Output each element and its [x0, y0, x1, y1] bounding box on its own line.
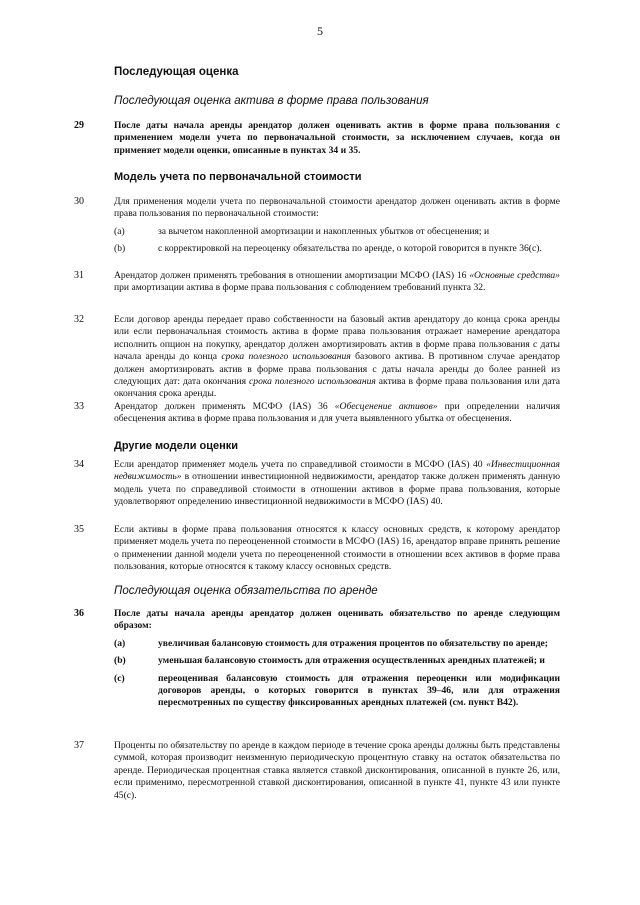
list-item-text: уменьшая балансовую стоимость для отражения осуществленных арендных платежей; и [158, 655, 545, 667]
paragraph-text: Для применения модели учета по первоначальной стоимости арендатор должен оценивать актив в форме права пользования по первоначальной стоимости: [114, 196, 560, 220]
paragraph-number: 34 [74, 459, 84, 470]
paragraph-text: После даты начала аренды арендатор должен оценивать актив в форме права пользования с применением модели учета по первоначальной стоимости, за исключением случаев, когда он применяет модели оценки, описанные в пунктах 34 и 35. [114, 120, 560, 156]
paragraph-text: Проценты по обязательству по аренде в каждом периоде в течение срока аренды должны быть представлены суммой, которая производит неизменную периодическую процентную ставку на остаток обязательства по аренде. Периодическая процентная ставка является ставкой дисконтирования, описанной в пункте 26, или, если применимо, пересмотренной ставкой дисконтирования, описанной в пункте 41, пункте 43 или пункте 45(c). [114, 740, 560, 801]
paragraph-text: Арендатор должен применять МСФО (IAS) 36 «Обесценение активов» при определении наличия обесценения актива в форме права пользования и для учета выявленного убытка от обесценения. [114, 401, 560, 425]
list-item-label: (a) [114, 225, 125, 237]
paragraph-36 [74, 608, 560, 710]
list-item-text: с корректировкой на переоценку обязательства по аренде, о которой говорится в пункте 36(c). [158, 243, 542, 255]
page-number: 5 [317, 24, 323, 38]
paragraph-text: Если арендатор применяет модель учета по справедливой стоимости в МСФО (IAS) 40 «Инвестиционная недвижимость» в отношении инвестиционной недвижимости, арендатор также должен применять данную модель учета по справедливой стоимости в отношении активов в форме права пользования, которые удовлетворяют определению инвестиционной недвижимости в МСФО (IAS) 40. [114, 459, 560, 508]
paragraph-number: 30 [74, 196, 84, 207]
paragraph-32 [74, 314, 560, 401]
paragraph-text: После даты начала аренды арендатор должен оценивать обязательство по аренде следующим образом: [114, 608, 560, 632]
list-item [114, 655, 560, 667]
paragraph-30 [74, 196, 560, 256]
subheading-lease-liability: Последующая оценка обязательства по аренде [114, 585, 378, 597]
list-item-label: (c) [114, 672, 125, 684]
heading-other-models: Другие модели оценки [114, 440, 239, 452]
list-item [114, 243, 560, 255]
paragraph-text: Если договор аренды передает право собственности на базовый актив арендатору до конца срока аренды или если первоначальная стоимость актива в форме права пользования отражает намерение арендатора исполнить опцион на покупку, арендатор должен амортизировать актив в форме права пользования с даты начала аренды до конца срока полезного использования базового актива. В противном случае арендатор должен амортизировать актив в форме права пользования с даты начала аренды до более ранней из следующих дат: дата окончания срока полезного использования актива в форме права пользования или дата окончания срока аренды. [114, 314, 560, 400]
subheading-right-of-use-asset: Последующая оценка актива в форме права пользования [114, 95, 429, 107]
paragraph-35 [74, 524, 560, 574]
paragraph-29 [74, 120, 560, 157]
list-item-text: увеличивая балансовую стоимость для отражения процентов по обязательству по аренде; [158, 637, 548, 649]
section-heading-subsequent-measurement: Последующая оценка [114, 66, 239, 78]
paragraph-number: 31 [74, 270, 84, 281]
paragraph-text: Арендатор должен применять требования в отношении амортизации МСФО (IAS) 16 «Основные средства» при амортизации актива в форме права пользования с соблюдением требований пункта 32. [114, 270, 560, 294]
paragraph-number: 32 [74, 314, 84, 325]
paragraph-number: 33 [74, 401, 84, 412]
list-item-label: (a) [114, 637, 126, 649]
list-item-text: переоценивая балансовую стоимость для отражения переоценки или модификации договоров аренды, о которых говорится в пунктах 39–46, или для отражения пересмотренных по существу фиксированных арендных платежей (см. пункт B42). [158, 672, 560, 709]
paragraph-33 [74, 401, 560, 426]
list-item [114, 226, 560, 238]
paragraph-number: 29 [74, 120, 84, 131]
paragraph-number: 37 [74, 740, 84, 751]
list-item-text: за вычетом накопленной амортизации и накопленных убытков от обесценения; и [158, 225, 490, 237]
paragraph-37 [74, 740, 560, 802]
paragraph-text: Если активы в форме права пользования относятся к классу основных средств, к которому арендатор применяет модель учета по переоцененной стоимости в МСФО (IAS) 16, арендатор вправе принять решение о применении данной модели учета по переоцененной стоимости в отношении всех активов в форме права пользования, которые относятся к такому классу основных средств. [114, 524, 560, 573]
heading-cost-model: Модель учета по первоначальной стоимости [114, 171, 362, 183]
paragraph-number: 35 [74, 524, 84, 535]
list-item [114, 638, 560, 650]
paragraph-number: 36 [74, 608, 84, 619]
list-item [114, 673, 560, 710]
paragraph-31 [74, 270, 560, 295]
list-item-label: (b) [114, 655, 126, 667]
paragraph-34 [74, 459, 560, 509]
list-item-label: (b) [114, 243, 126, 255]
